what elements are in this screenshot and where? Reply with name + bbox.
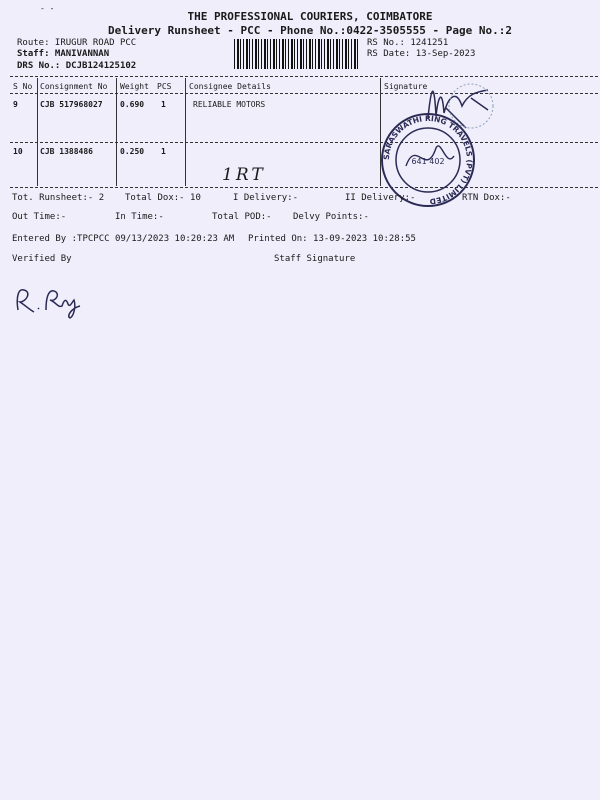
total-dox: Total Dox:- 10: [125, 193, 201, 203]
header-signature: Signature: [384, 82, 428, 91]
staff-signature: Staff Signature: [274, 254, 356, 264]
delvy-points: Delvy Points:-: [293, 212, 369, 222]
out-time: Out Time:-: [12, 212, 67, 222]
i-delivery: I Delivery:-: [233, 193, 299, 203]
col-divider: [116, 78, 117, 186]
handwritten-note: 1RT: [222, 165, 266, 185]
verifier-signature-icon: [10, 280, 100, 320]
ii-delivery: II Delivery:-: [345, 193, 416, 203]
rtn-dox: RTN Dox:-: [462, 193, 511, 203]
col-divider: [185, 78, 186, 186]
tot-runsheet: Tot. Runsheet:- 2: [12, 193, 105, 203]
runsheet-subtitle: Delivery Runsheet - PCC - Phone No.:0422-3505555 - Page No.:2: [108, 24, 512, 37]
row-consignment: CJB 1388486: [40, 147, 93, 156]
row-pcs: 1: [161, 100, 166, 109]
row-weight: 0.690: [120, 100, 145, 109]
header-consignment: Consignment No: [40, 82, 108, 91]
entered-by: Entered By :TPCPCC 09/13/2023 10:20:23 AM: [12, 234, 235, 244]
row-pcs: 1: [161, 147, 166, 156]
printed-on: Printed On: 13-09-2023 10:28:55: [248, 234, 416, 244]
total-pod: Total POD:-: [212, 212, 272, 222]
rs-number: RS No.: 1241251: [367, 38, 449, 48]
staff-label: Staff: MANIVANNAN: [17, 49, 110, 59]
header-consignee: Consignee Details: [189, 82, 271, 91]
delivery-stamp-icon: [376, 68, 526, 208]
row-weight: 0.250: [120, 147, 145, 156]
top-marks: - -: [40, 4, 55, 13]
verified-by: Verified By: [12, 254, 72, 264]
header-pcs: PCS: [157, 82, 172, 91]
col-divider: [37, 78, 38, 186]
header-weight: Weight: [120, 82, 149, 91]
route-label: Route: IRUGUR ROAD PCC: [17, 38, 137, 48]
header-sno: S No: [13, 82, 33, 91]
in-time: In Time:-: [115, 212, 164, 222]
row-sno: 9: [13, 100, 18, 109]
rs-date: RS Date: 13-Sep-2023: [367, 49, 476, 59]
drs-number: DRS No.: DCJB124125102: [17, 61, 137, 71]
barcode: [234, 39, 358, 69]
row-sno: 10: [13, 147, 23, 156]
svg-text:641 402: 641 402: [411, 157, 445, 166]
svg-text:SARASWATHI RING TRAVELS (PVT): SARASWATHI RING TRAVELS (PVT) LIMITED: [381, 113, 475, 207]
row-consignment: CJB 517968027: [40, 100, 103, 109]
company-title: THE PROFESSIONAL COURIERS, COIMBATORE: [187, 10, 433, 23]
row-consignee: RELIABLE MOTORS: [193, 100, 266, 109]
